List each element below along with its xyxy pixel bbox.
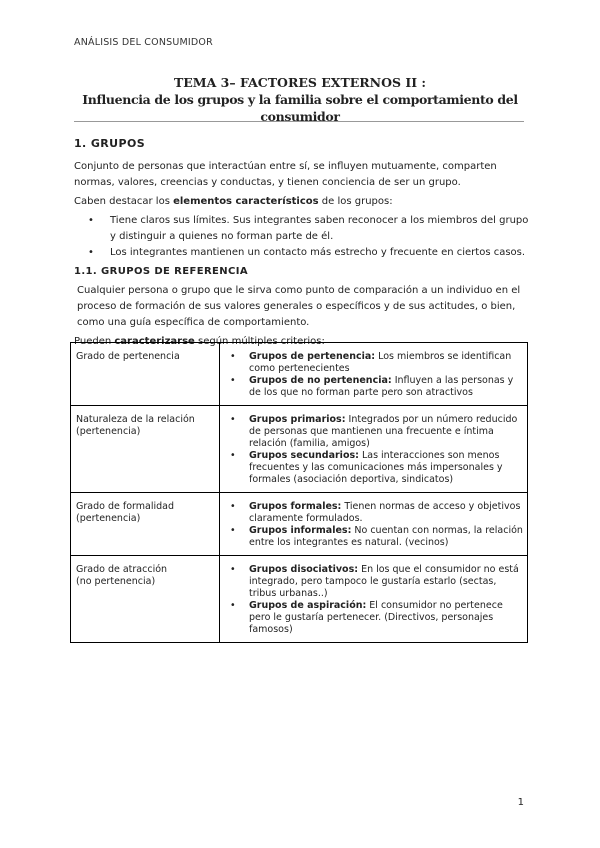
list-item bbox=[225, 414, 523, 450]
list-item bbox=[225, 600, 523, 636]
characteristics-list bbox=[74, 213, 530, 261]
definition-paragraph: Conjunto de personas que interactúan entre sí, se influyen mutuamente, comparten normas, valores, creencias y conductas, y tienen conciencia de ser un grupo. bbox=[74, 161, 497, 188]
criterion-line: (no pertenencia) bbox=[76, 576, 156, 587]
page-number: 1 bbox=[517, 797, 524, 808]
running-header: ANÁLISIS DEL CONSUMIDOR bbox=[74, 37, 213, 48]
groups-cell bbox=[220, 493, 528, 556]
group-term: Grupos de pertenencia: bbox=[249, 351, 376, 362]
group-desc: Las interacciones son menos frecuentes y las comunicaciones más impersonales y formales (asociación deportiva, sindicatos) bbox=[249, 450, 503, 485]
groups-list bbox=[225, 351, 523, 399]
group-term: Grupos secundarios: bbox=[249, 450, 359, 461]
elements-intro-bold: elementos característicos bbox=[173, 196, 319, 207]
criterion-line: Grado de atracción bbox=[76, 564, 168, 575]
section-heading-grupos: 1. GRUPOS bbox=[74, 137, 146, 150]
list-item bbox=[225, 525, 523, 549]
group-term: Grupos informales: bbox=[249, 525, 352, 536]
group-desc: Tienen normas de acceso y objetivos claramente formulados. bbox=[249, 501, 521, 524]
group-term: Grupos de aspiración: bbox=[249, 600, 367, 611]
criterion-cell: Naturaleza de la relación (pertenencia) bbox=[71, 406, 220, 493]
groups-list bbox=[225, 414, 523, 486]
group-desc: Los miembros se identifican como pertenecientes bbox=[249, 351, 512, 374]
table-intro-text: Pueden bbox=[74, 336, 115, 347]
reference-paragraph: Cualquier persona o grupo que le sirva como punto de comparación a un individuo en el proceso de formación de sus valores generales o específicos y de sus actitudes, o bien, como una guía específica de comportamiento. bbox=[77, 285, 521, 328]
list-item bbox=[225, 351, 523, 375]
table-intro-tail: según múltiples criterios: bbox=[194, 336, 325, 347]
group-term: Grupos de no pertenencia: bbox=[249, 375, 392, 386]
list-item bbox=[225, 501, 523, 525]
group-term: Grupos disociativos: bbox=[249, 564, 359, 575]
title-divider bbox=[74, 121, 524, 122]
criterion-cell: Grado de pertenencia bbox=[71, 343, 220, 406]
table-row bbox=[71, 493, 528, 556]
criterion-cell: Grado de formalidad (pertenencia) bbox=[71, 493, 220, 556]
groups-list bbox=[225, 501, 523, 549]
subsection-heading-referencia: 1.1. GRUPOS DE REFERENCIA bbox=[74, 266, 249, 277]
group-desc: El consumidor no pertenece pero le gustaría pertenecer. (Directivos, personajes famosos) bbox=[249, 600, 503, 635]
criterion-cell bbox=[71, 556, 220, 643]
elements-intro-text: Caben destacar los bbox=[74, 196, 174, 207]
groups-cell bbox=[220, 556, 528, 643]
table-intro-bold: caracterizarse bbox=[114, 336, 195, 347]
elements-intro-tail: de los grupos: bbox=[318, 196, 393, 207]
groups-cell bbox=[220, 406, 528, 493]
groups-list bbox=[225, 564, 523, 636]
list-item bbox=[225, 564, 523, 600]
list-item bbox=[225, 375, 523, 399]
main-content bbox=[74, 135, 530, 350]
list-item: • Tiene claros sus límites. Sus integrantes saben reconocer a los miembros del grupo y distinguir a quienes no forman parte de él. bbox=[74, 213, 530, 245]
elements-intro bbox=[74, 194, 530, 210]
list-item: • Los integrantes mantienen un contacto más estrecho y frecuente en ciertos casos. bbox=[74, 245, 530, 261]
group-desc: No cuentan con normas, la relación entre los integrantes es natural. (vecinos) bbox=[249, 525, 523, 548]
group-desc: Influyen a las personas y de los que no forman parte pero son atractivos bbox=[249, 375, 514, 398]
group-term: Grupos formales: bbox=[249, 501, 342, 512]
group-term: Grupos primarios: bbox=[249, 414, 346, 425]
table-row bbox=[71, 556, 528, 643]
table-row bbox=[71, 406, 528, 493]
title-block bbox=[60, 74, 540, 125]
group-desc: Integrados por un número reducido de personas que mantienen una frecuente e íntima relación (familia, amigos) bbox=[249, 414, 518, 449]
table-row bbox=[71, 343, 528, 406]
groups-cell bbox=[220, 343, 528, 406]
document-title: TEMA 3– FACTORES EXTERNOS II : bbox=[173, 75, 427, 90]
criteria-table bbox=[70, 342, 528, 643]
group-desc: En los que el consumidor no está integrado, pero tampoco le gustaría estarlo (sectas, tribus urbanas..) bbox=[249, 564, 519, 599]
list-item bbox=[225, 450, 523, 486]
document-subtitle: Influencia de los grupos y la familia sobre el comportamiento del consumidor bbox=[82, 92, 518, 124]
